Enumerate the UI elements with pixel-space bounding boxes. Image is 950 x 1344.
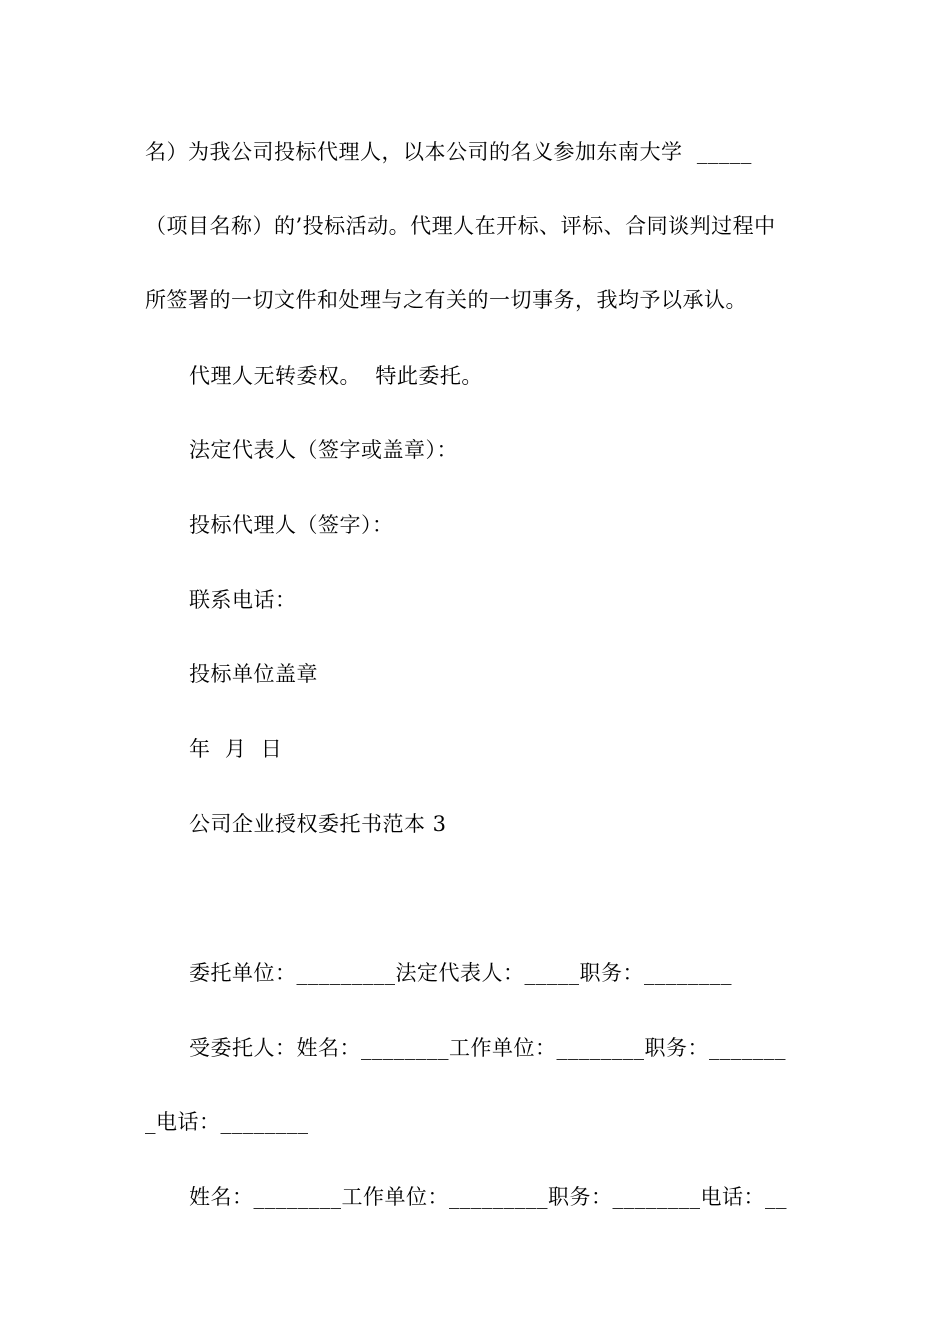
date-line: 年 月 日 [189, 737, 283, 761]
paragraph-line: 代理人无转委权。 特此委托。 [189, 364, 483, 388]
paragraph-line: 联系电话： [189, 588, 297, 612]
form-line: 受委托人：姓名：________工作单位：________职务：_______ [189, 1036, 786, 1060]
paragraph-line: 名）为我公司投标代理人，以本公司的名义参加东南大学 _____ [145, 140, 752, 164]
paragraph-line: 法定代表人（签字或盖章）： [189, 438, 458, 462]
form-line: 委托单位：_________法定代表人：_____职务：________ [189, 961, 732, 985]
section-heading: 公司企业授权委托书范本 3 [189, 812, 447, 836]
paragraph-line: 投标单位盖章 [189, 662, 318, 686]
paragraph-line: 所签署的一切文件和处理与之有关的一切事务，我均予以承认。 [145, 288, 747, 312]
paragraph-line: 投标代理人（签字）： [189, 513, 394, 537]
form-line: 姓名：________工作单位：_________职务：________电话：__ [189, 1185, 787, 1209]
form-line: _电话：________ [145, 1110, 309, 1134]
paragraph-line: （项目名称）的’投标活动。代理人在开标、评标、合同谈判过程中 [145, 214, 776, 238]
